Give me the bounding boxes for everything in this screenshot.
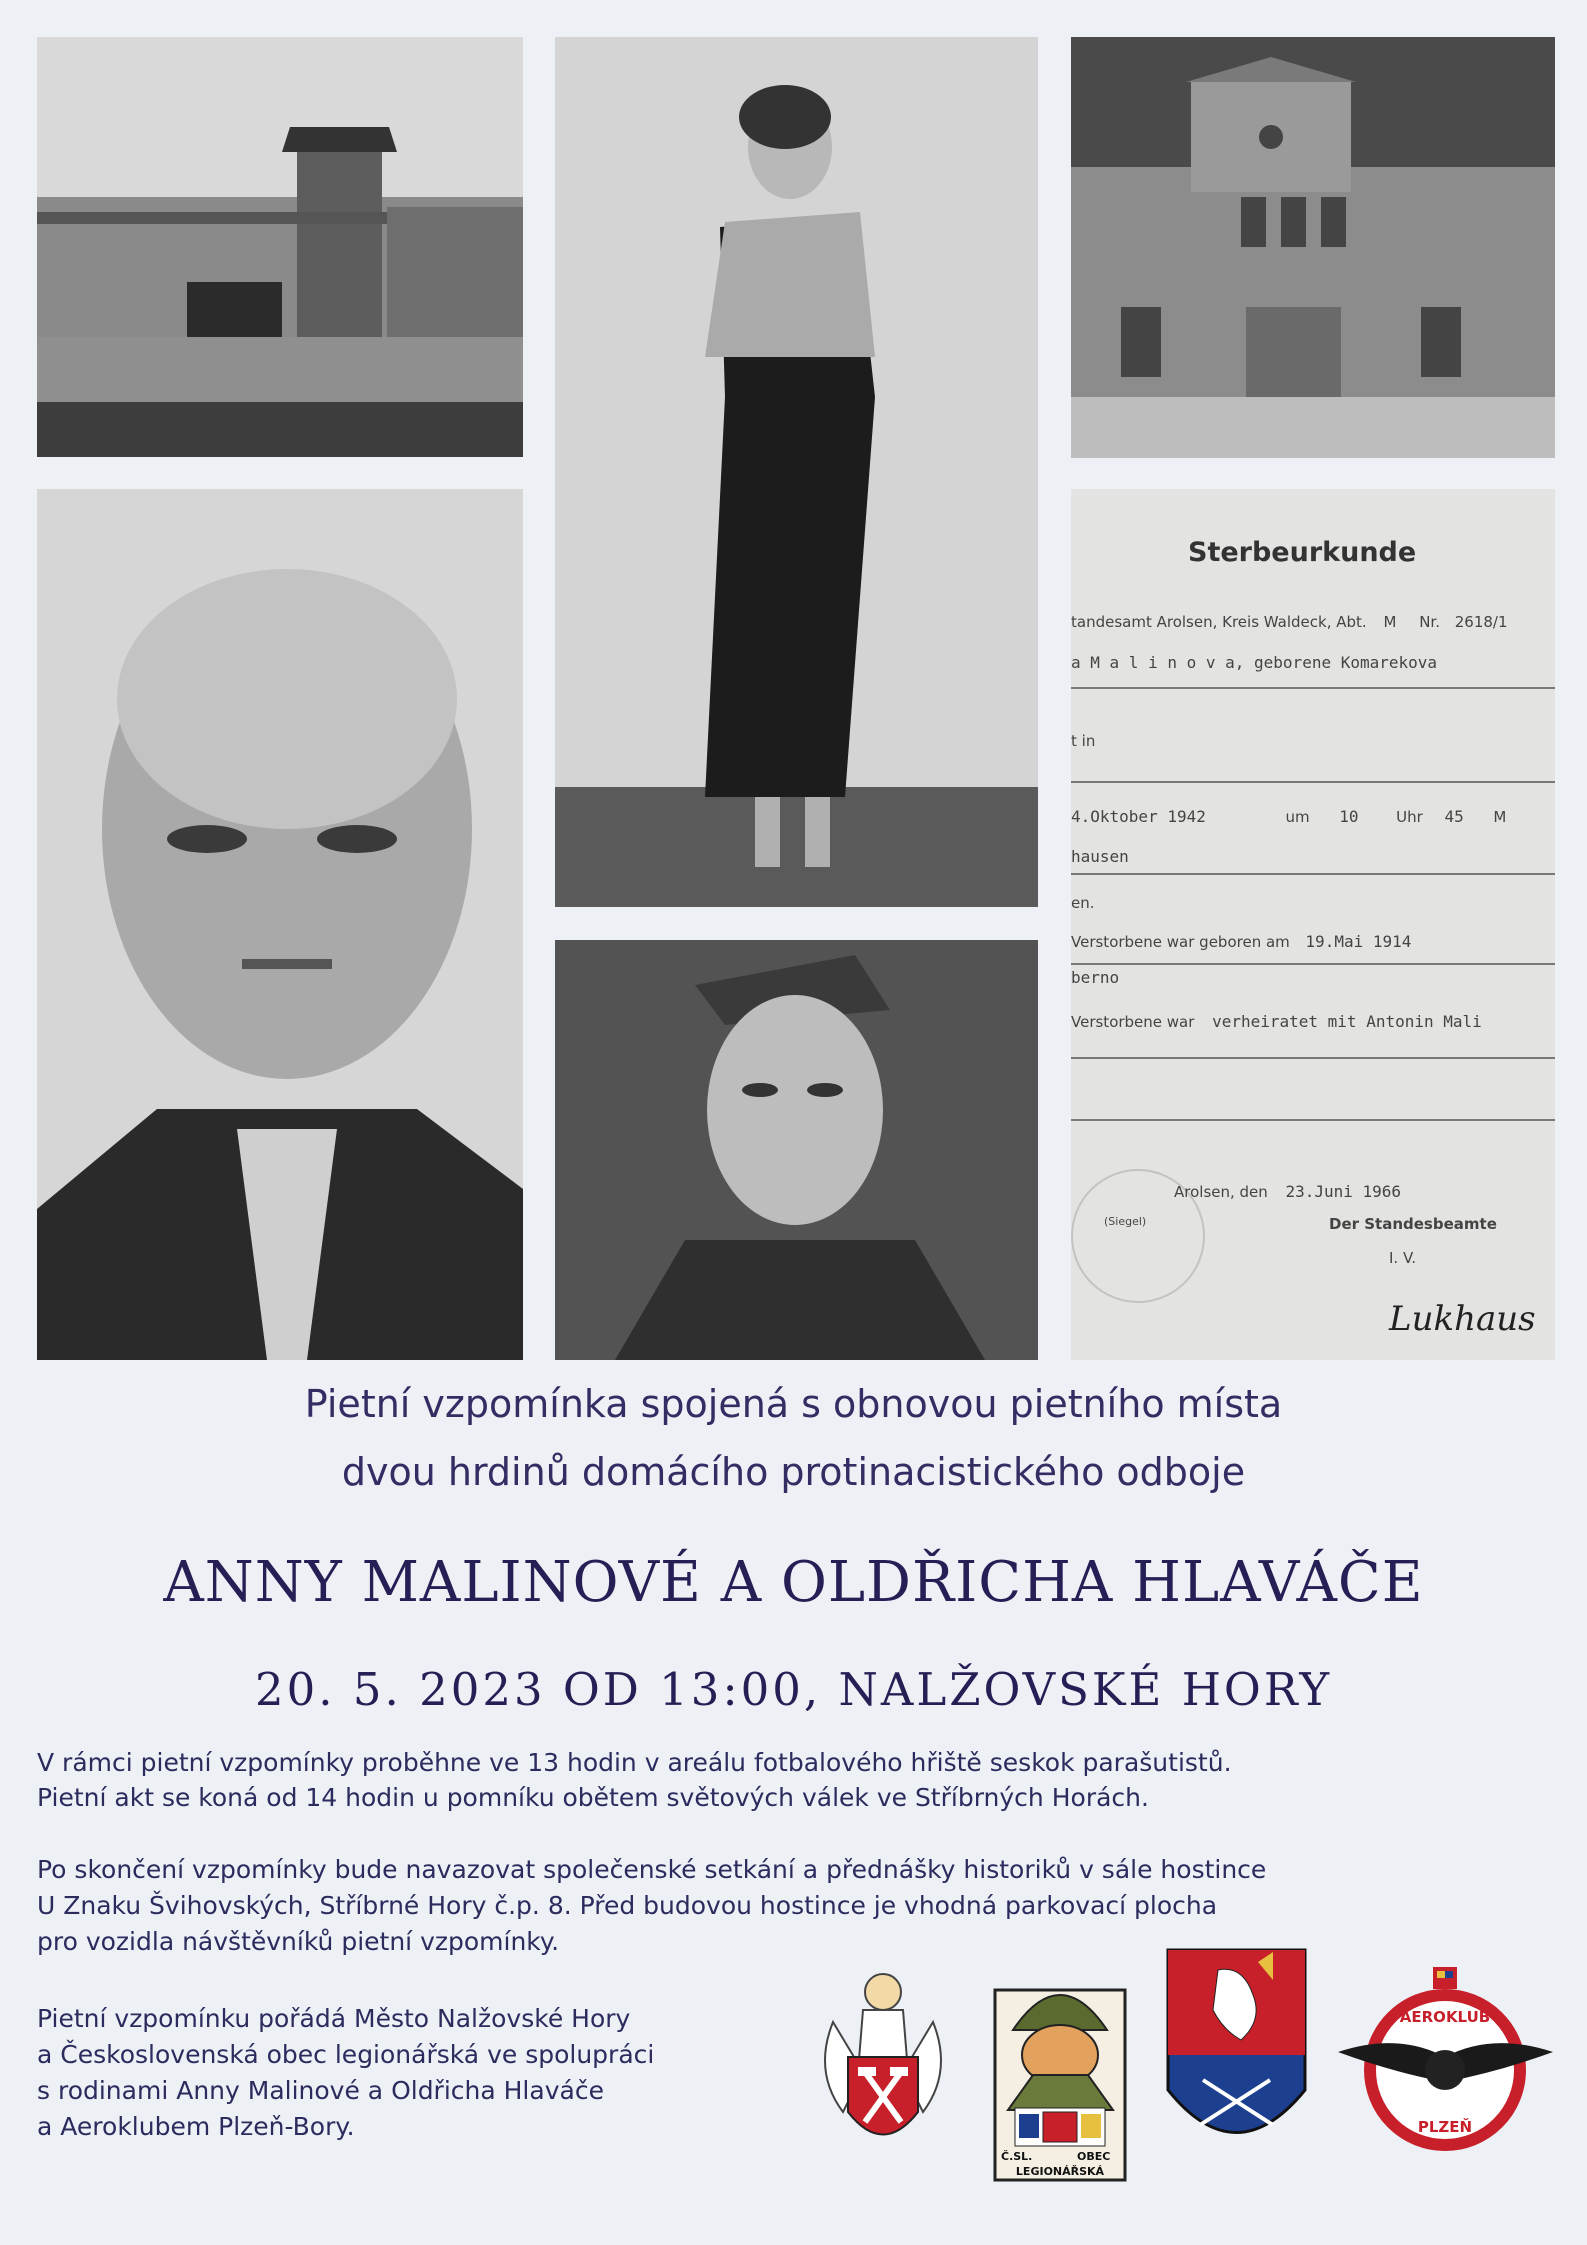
body-line-4: U Znaku Švihovských, Stříbrné Hory č.p. 8. Před budovou hostince je vhodná parkovací plocha [37,1891,1218,1920]
death-certificate [1071,489,1555,1360]
photo-camp-gate [37,37,523,457]
rule [1071,781,1555,783]
subtitle-line-2: dvou hrdinů domácího protinacistického odboje [341,1450,1246,1494]
certificate-issued: Arolsen, den 23.Juni 1966 [1174,1182,1402,1201]
rule [1071,873,1555,875]
certificate-name: a M a l i n o v a, geborene Komarekova [1071,653,1438,672]
event-date: 20. 5. 2023 OD 13:00, NALŽOVSKÉ HORY [254,1663,1333,1716]
certificate-married: Verstorbene war verheiratet mit Antonin Mali [1071,1012,1482,1031]
organizers-line-1: Pietní vzpomínku pořádá Město Nalžovské Hory [37,2004,631,2033]
certificate-date: 4.Oktober 1942 um 10 Uhr 45 M [1071,807,1507,826]
body-line-5: pro vozidla návštěvníků pietní vzpomínky. [37,1927,560,1956]
certificate-title: Sterbeurkunde [1188,537,1417,568]
certificate-en: en. [1071,894,1095,912]
subtitle-line-1: Pietní vzpomínka spojená s obnovou pietního místa [304,1382,1283,1426]
svg-text:AEROKLUB: AEROKLUB [1399,2008,1491,2026]
photo-anna-malinova [555,37,1038,907]
organizers [37,2001,777,2145]
certificate-born-place: berno [1071,968,1120,987]
certificate-in: t in [1071,732,1096,750]
certificate-place: hausen [1071,847,1129,866]
rule [1071,1119,1555,1121]
organizers-line-4: a Aeroklubem Plzeň-Bory. [37,2112,355,2141]
rule [1071,1057,1555,1059]
military-crest-icon [1163,1940,1310,2170]
certificate-office: tandesamt Arolsen, Kreis Waldeck, Abt. M Nr. 2618/1 [1071,613,1508,631]
certificate-born: Verstorbene war geboren am 19.Mai 1914 [1071,932,1412,951]
certificate-official: Der Standesbeamte [1329,1215,1497,1233]
nalzovske-hory-crest-icon [813,1962,953,2167]
organizers-line-3: s rodinami Anny Malinové a Oldřicha Hlaváče [37,2076,604,2105]
svg-text:OBEC: OBEC [1077,2150,1111,2163]
legion-association-logo-icon [993,1960,1127,2182]
aeroclub-plzen-logo-icon [1338,1962,1553,2159]
rule [1071,687,1555,689]
body-line-2: Pietní akt se koná od 14 hodin u pomníku obětem světových válek ve Stříbrných Horách. [37,1783,1149,1812]
rule [1071,963,1555,965]
body-line-1: V rámci pietní vzpomínky proběhne ve 13 hodin v areálu fotbalového hřiště seskok parašutistů. [37,1748,1232,1777]
photo-oldrich-hlavac [37,489,523,1360]
photo-soldier [555,940,1038,1360]
certificate-signature: Lukhaus [1389,1299,1536,1339]
body-line-3: Po skončení vzpomínky bude navazovat společenské setkání a přednášky historiků v sále hostince [37,1855,1267,1884]
page-title: ANNY MALINOVÉ A OLDŘICHA HLAVÁČE [163,1550,1424,1615]
svg-text:PLZEŇ: PLZEŇ [1417,2118,1473,2136]
svg-text:Č.SL.: Č.SL. [1001,2150,1033,2163]
organizers-line-2: a Československá obec legionářská ve spolupráci [37,2040,655,2069]
certificate-iv: I. V. [1389,1249,1417,1267]
photo-gatehouse [1071,37,1555,458]
svg-text:LEGIONÁŘSKÁ: LEGIONÁŘSKÁ [1015,2165,1105,2178]
certificate-siegel: (Siegel) [1104,1215,1147,1228]
